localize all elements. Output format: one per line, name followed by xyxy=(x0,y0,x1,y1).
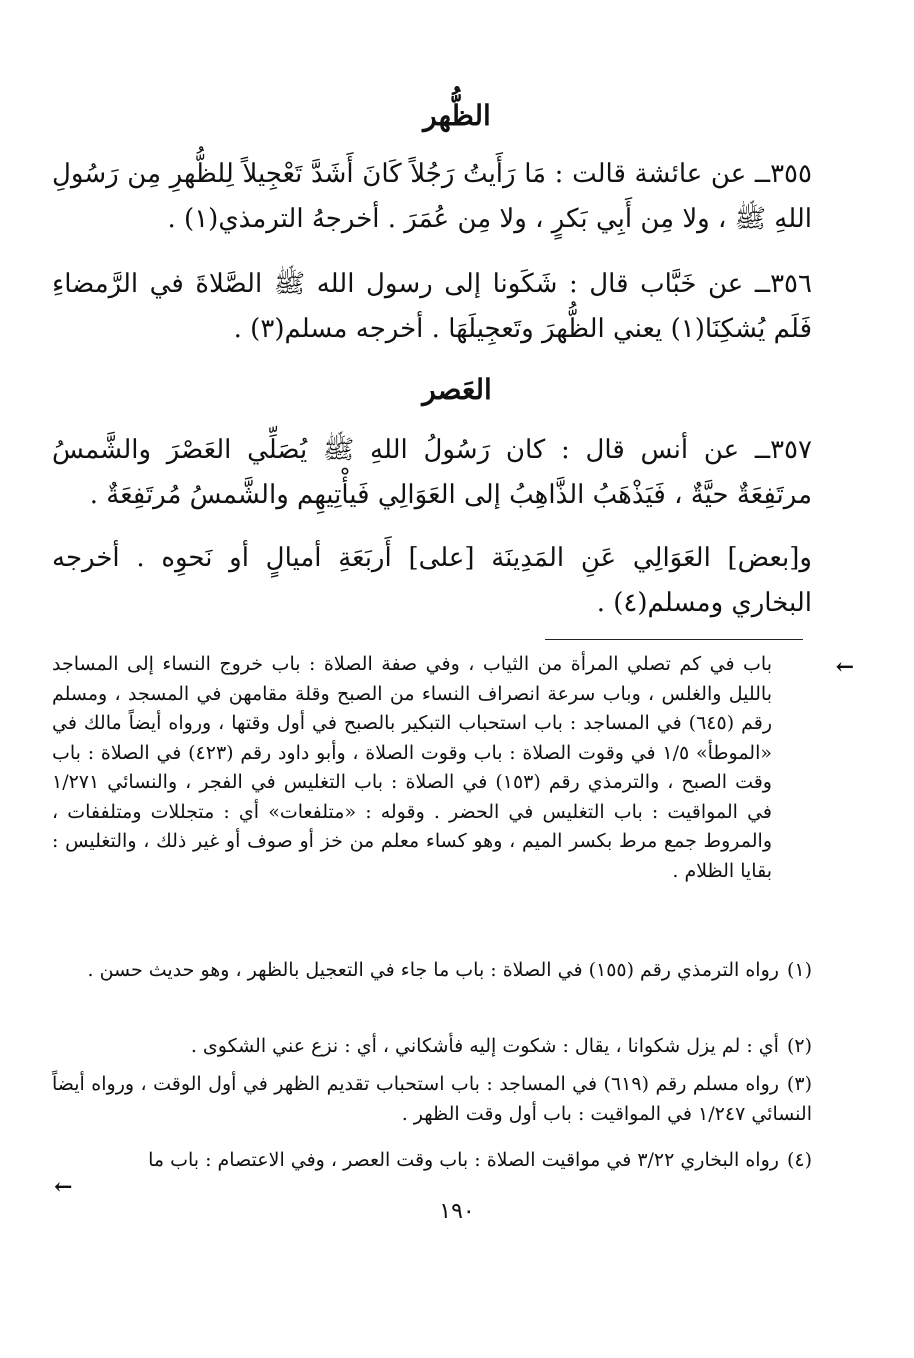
section-heading-asr: العَصر xyxy=(422,373,492,406)
footnote-3 xyxy=(52,1070,812,1129)
footnote-number: (٤) xyxy=(786,1149,812,1171)
footnote-continues-arrow: ← xyxy=(54,1174,73,1200)
footnote-text: رواه الترمذي رقم (١٥٥) في الصلاة : باب ما جاء في التعجيل بالظهر ، وهو حديث حسن . xyxy=(87,959,779,981)
footnote-1 xyxy=(52,956,812,986)
footnote-number: (٣) xyxy=(786,1073,812,1095)
footnote-text: رواه البخاري ٣/٢٢ في مواقيت الصلاة : باب وقت العصر ، وفي الاعتصام : باب ما xyxy=(148,1149,779,1171)
footnote-separator xyxy=(545,639,803,640)
footnote-2 xyxy=(52,1032,812,1062)
hadith-356: ٣٥٦ــ عن خَبَّاب قال : شَكَونا إلى رسول الله ﷺ الصَّلاةَ في الرَّمضاءِ فَلَم يُشكِنَا(١) يعني الظُّهرَ وتَعجِيلَهَا . أخرجه مسلم(٣) . xyxy=(52,269,812,344)
hadith-355: ٣٥٥ــ عن عائشة قالت : مَا رَأَيتُ رَجُلاً كَانَ أَشَدَّ تَعْجِيلاً لِلظُّهرِ مِن رَسُولِ اللهِ ﷺ ، ولا مِن أَبِي بَكرٍ ، ولا مِن عُمَرَ . أخرجهُ الترمذي(١) . xyxy=(52,159,812,234)
footnote-text: رواه مسلم رقم (٦١٩) في المساجد : باب استحباب تقديم الظهر في أول الوقت ، ورواه أيضاً النسائي ١/٢٤٧ في المواقيت : باب أول وقت الظهر . xyxy=(52,1073,812,1125)
footnote-continued-text: باب في كم تصلي المرأة من الثياب ، وفي صفة الصلاة : باب خروج النساء إلى المساجد بالليل والغلس ، وباب سرعة انصراف النساء من الصبح وقلة مقامهن في المسجد ، ومسلم رقم (٦٤٥) في المساجد : باب استحباب التبكير بالصبح في أول وقتها ، ورواه أيضاً مالك في «الموطأ» ١/٥ في وقوت الصلاة : باب وقوت الصلاة ، وأبو داود رقم (٤٢٣) في الصلاة : باب وقت الصبح ، والترمذي رقم (١٥٣) في الصلاة : باب التغليس في الفجر ، والنسائي ١/٢٧١ في المواقيت : باب التغليس في الحضر . وقوله : «متلفعات» أي : متجللات ومتلففات ، والمروط جمع مرط بكسر الميم ، وهو كساء معلم من خز أو صوف أو غير ذلك ، والتغليس : بقايا الظلام . xyxy=(52,653,772,882)
hadith-357: ٣٥٧ــ عن أنس قال : كان رَسُولُ اللهِ ﷺ يُصَلِّي العَصْرَ والشَّمسُ مرتَفِعَةٌ حيَّةٌ ، فَيَذْهَبُ الذَّاهِبُ إلى العَوَالِي فَيأْتِيهِم والشَّمسُ مُرتَفِعَةٌ . xyxy=(52,435,812,510)
section-heading-dhuhr: الظُّهر xyxy=(423,99,491,132)
page-number: ١٩٠ xyxy=(439,1199,475,1224)
footnote-text: أي : لم يزل شكوانا ، يقال : شكوت إليه فأشكاني ، أي : نزع عني الشكوى . xyxy=(190,1035,779,1057)
hadith-357-continuation: و[بعض] العَوَالِي عَنِ المَدِينَة [على] أَربَعَةِ أميالٍ أو نَحوِه . أخرجه البخاري ومسلم(٤) . xyxy=(52,543,812,618)
footnote-continued-arrow: ← xyxy=(835,654,854,680)
footnote-number: (١) xyxy=(786,959,812,981)
footnote-number: (٢) xyxy=(786,1035,812,1057)
footnote-4 xyxy=(52,1146,812,1176)
